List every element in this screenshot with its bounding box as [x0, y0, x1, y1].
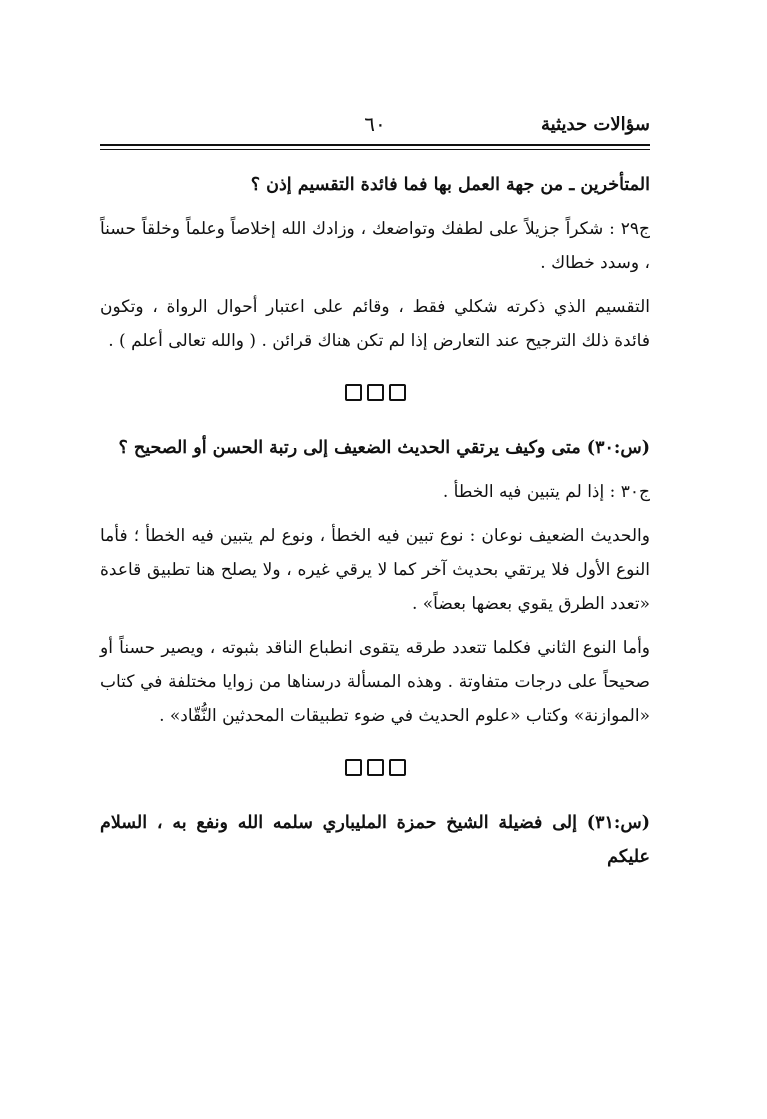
square-ornament-icon	[345, 759, 362, 776]
page-header	[100, 108, 650, 148]
question-28-tail: المتأخرين ـ من جهة العمل بها فما فائدة التقسيم إذن ؟	[250, 175, 650, 195]
section-separator	[100, 759, 650, 776]
square-ornament-icon	[345, 384, 362, 401]
square-ornament-icon	[389, 384, 406, 401]
header-rule-thin	[100, 149, 650, 150]
answer-29-paragraph-1: ج٢٩ : شكراً جزيلاً على لطفك وتواضعك ، وزادك الله إخلاصاً وعلماً وخلقاً حسناً ، وسدد خطاك .	[100, 219, 650, 273]
answer-30-paragraph-1: ج٣٠ : إذا لم يتبين فيه الخطأ .	[442, 482, 650, 502]
page-number: ٦٠	[364, 112, 386, 136]
question-31: (س:٣١) إلى فضيلة الشيخ حمزة المليباري سلمه الله ونفع به ، السلام عليكم	[100, 813, 650, 867]
section-separator	[100, 384, 650, 401]
running-title: سؤالات حديثية	[541, 114, 650, 135]
header-rule-thick	[100, 144, 650, 146]
question-30: (س:٣٠) متى وكيف يرتقي الحديث الضعيف إلى رتبة الحسن أو الصحيح ؟	[118, 438, 650, 458]
square-ornament-icon	[367, 384, 384, 401]
square-ornament-icon	[389, 759, 406, 776]
square-ornament-icon	[367, 759, 384, 776]
answer-29-paragraph-2: التقسيم الذي ذكرته شكلي فقط ، وقائم على اعتبار أحوال الرواة ، وتكون فائدة ذلك الترجيح عند التعارض إذا لم تكن هناك قرائن . ( والله تعالى أعلم ) .	[100, 297, 650, 351]
answer-30-paragraph-2: والحديث الضعيف نوعان : نوع تبين فيه الخطأ ، ونوع لم يتبين فيه الخطأ ؛ فأما النوع الأول فلا يرتقي بحديث آخر كما لا يرقي غيره ، ولا يصلح هنا تطبيق قاعدة «تعدد الطرق يقوي بعضها بعضاً» .	[100, 526, 650, 614]
page-body	[100, 168, 650, 874]
answer-30-paragraph-3: وأما النوع الثاني فكلما تتعدد طرقه يتقوى انطباع الناقد بثبوته ، ويصير حسناً أو صحيحاً على درجات متفاوتة . وهذه المسألة درسناها من زوايا مختلفة في كتاب «الموازنة» وكتاب «علوم الحديث في ضوء تطبيقات المحدثين النُّقّاد» .	[100, 638, 650, 726]
